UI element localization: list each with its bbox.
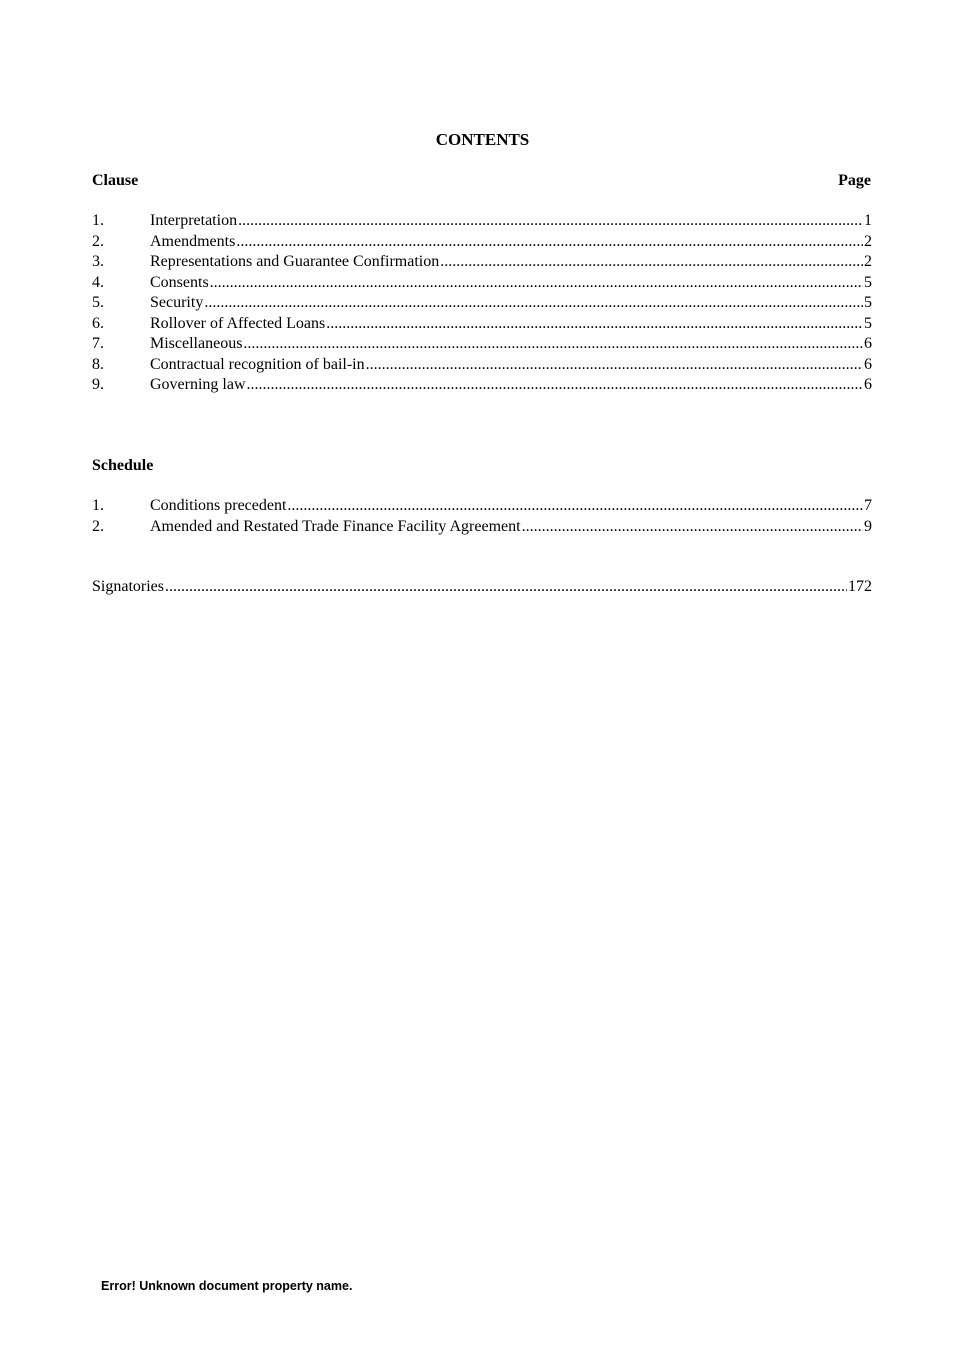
toc-entry[interactable] — [92, 496, 872, 517]
entry-number: 6. — [92, 314, 104, 332]
entry-title: Conditions precedent — [150, 497, 287, 514]
entry-page: 2 — [864, 232, 872, 250]
dot-leader — [165, 577, 847, 598]
entry-number: 5. — [92, 294, 104, 311]
footer-error-text: Error! Unknown document property name. — [101, 1279, 353, 1293]
toc-entry[interactable] — [92, 517, 872, 538]
entry-number: 9. — [92, 376, 104, 393]
clause-column-header: Clause — [92, 172, 139, 189]
entry-title: Representations and Guarantee Confirmation — [150, 253, 440, 270]
entry-page: 5 — [864, 294, 872, 311]
entry-number: 2. — [92, 517, 104, 535]
contents-title: CONTENTS — [435, 130, 530, 149]
toc-entry[interactable] — [92, 273, 872, 294]
entry-page: 7 — [864, 497, 872, 514]
entry-page: 6 — [864, 376, 872, 393]
entry-title: Rollover of Affected Loans — [150, 314, 326, 332]
toc-entry[interactable] — [92, 334, 872, 355]
entry-number: 1. — [92, 212, 104, 229]
toc-entry[interactable] — [92, 375, 872, 396]
entry-title: Interpretation — [150, 212, 238, 229]
schedule-header: Schedule — [92, 457, 154, 474]
entry-number: 4. — [92, 273, 104, 291]
entry-title: Miscellaneous — [150, 335, 243, 352]
entry-number: 8. — [92, 355, 104, 373]
toc-entry[interactable] — [92, 314, 872, 335]
entry-title: Amendments — [150, 232, 236, 250]
entry-title: Amended and Restated Trade Finance Facility Agreement — [150, 517, 521, 535]
entry-page: 2 — [864, 253, 872, 270]
dot-leader — [236, 232, 863, 253]
toc-entry[interactable] — [92, 355, 872, 376]
dot-leader — [366, 355, 863, 376]
toc-entry[interactable] — [92, 252, 872, 273]
entry-title: Governing law — [150, 376, 246, 393]
entry-page: 5 — [864, 273, 872, 291]
dot-leader — [243, 334, 863, 355]
entry-number: 1. — [92, 497, 104, 514]
entry-page: 172 — [848, 578, 872, 595]
page-column-header: Page — [838, 172, 871, 189]
dot-leader — [287, 496, 863, 517]
toc-entry[interactable] — [92, 293, 872, 314]
dot-leader — [522, 517, 863, 538]
clause-list — [92, 211, 872, 396]
dot-leader — [204, 293, 863, 314]
dot-leader — [440, 252, 863, 273]
entry-title: Contractual recognition of bail-in — [150, 355, 365, 373]
dot-leader — [238, 211, 863, 232]
toc-entry-signatories[interactable] — [92, 577, 872, 598]
entry-number: 3. — [92, 253, 104, 270]
entry-page: 6 — [864, 355, 872, 373]
dot-leader — [247, 375, 863, 396]
entry-page: 5 — [864, 314, 872, 332]
schedule-list — [92, 496, 872, 537]
entry-number: 7. — [92, 335, 104, 352]
dot-leader — [326, 314, 863, 335]
entry-page: 6 — [864, 335, 872, 352]
entry-title: Consents — [150, 273, 209, 291]
dot-leader — [210, 273, 863, 294]
entry-number: 2. — [92, 232, 104, 250]
entry-page: 9 — [864, 517, 872, 535]
entry-page: 1 — [864, 212, 872, 229]
toc-entry[interactable] — [92, 232, 872, 253]
entry-title: Security — [150, 294, 204, 311]
toc-entry[interactable] — [92, 211, 872, 232]
entry-title: Signatories — [92, 578, 164, 595]
